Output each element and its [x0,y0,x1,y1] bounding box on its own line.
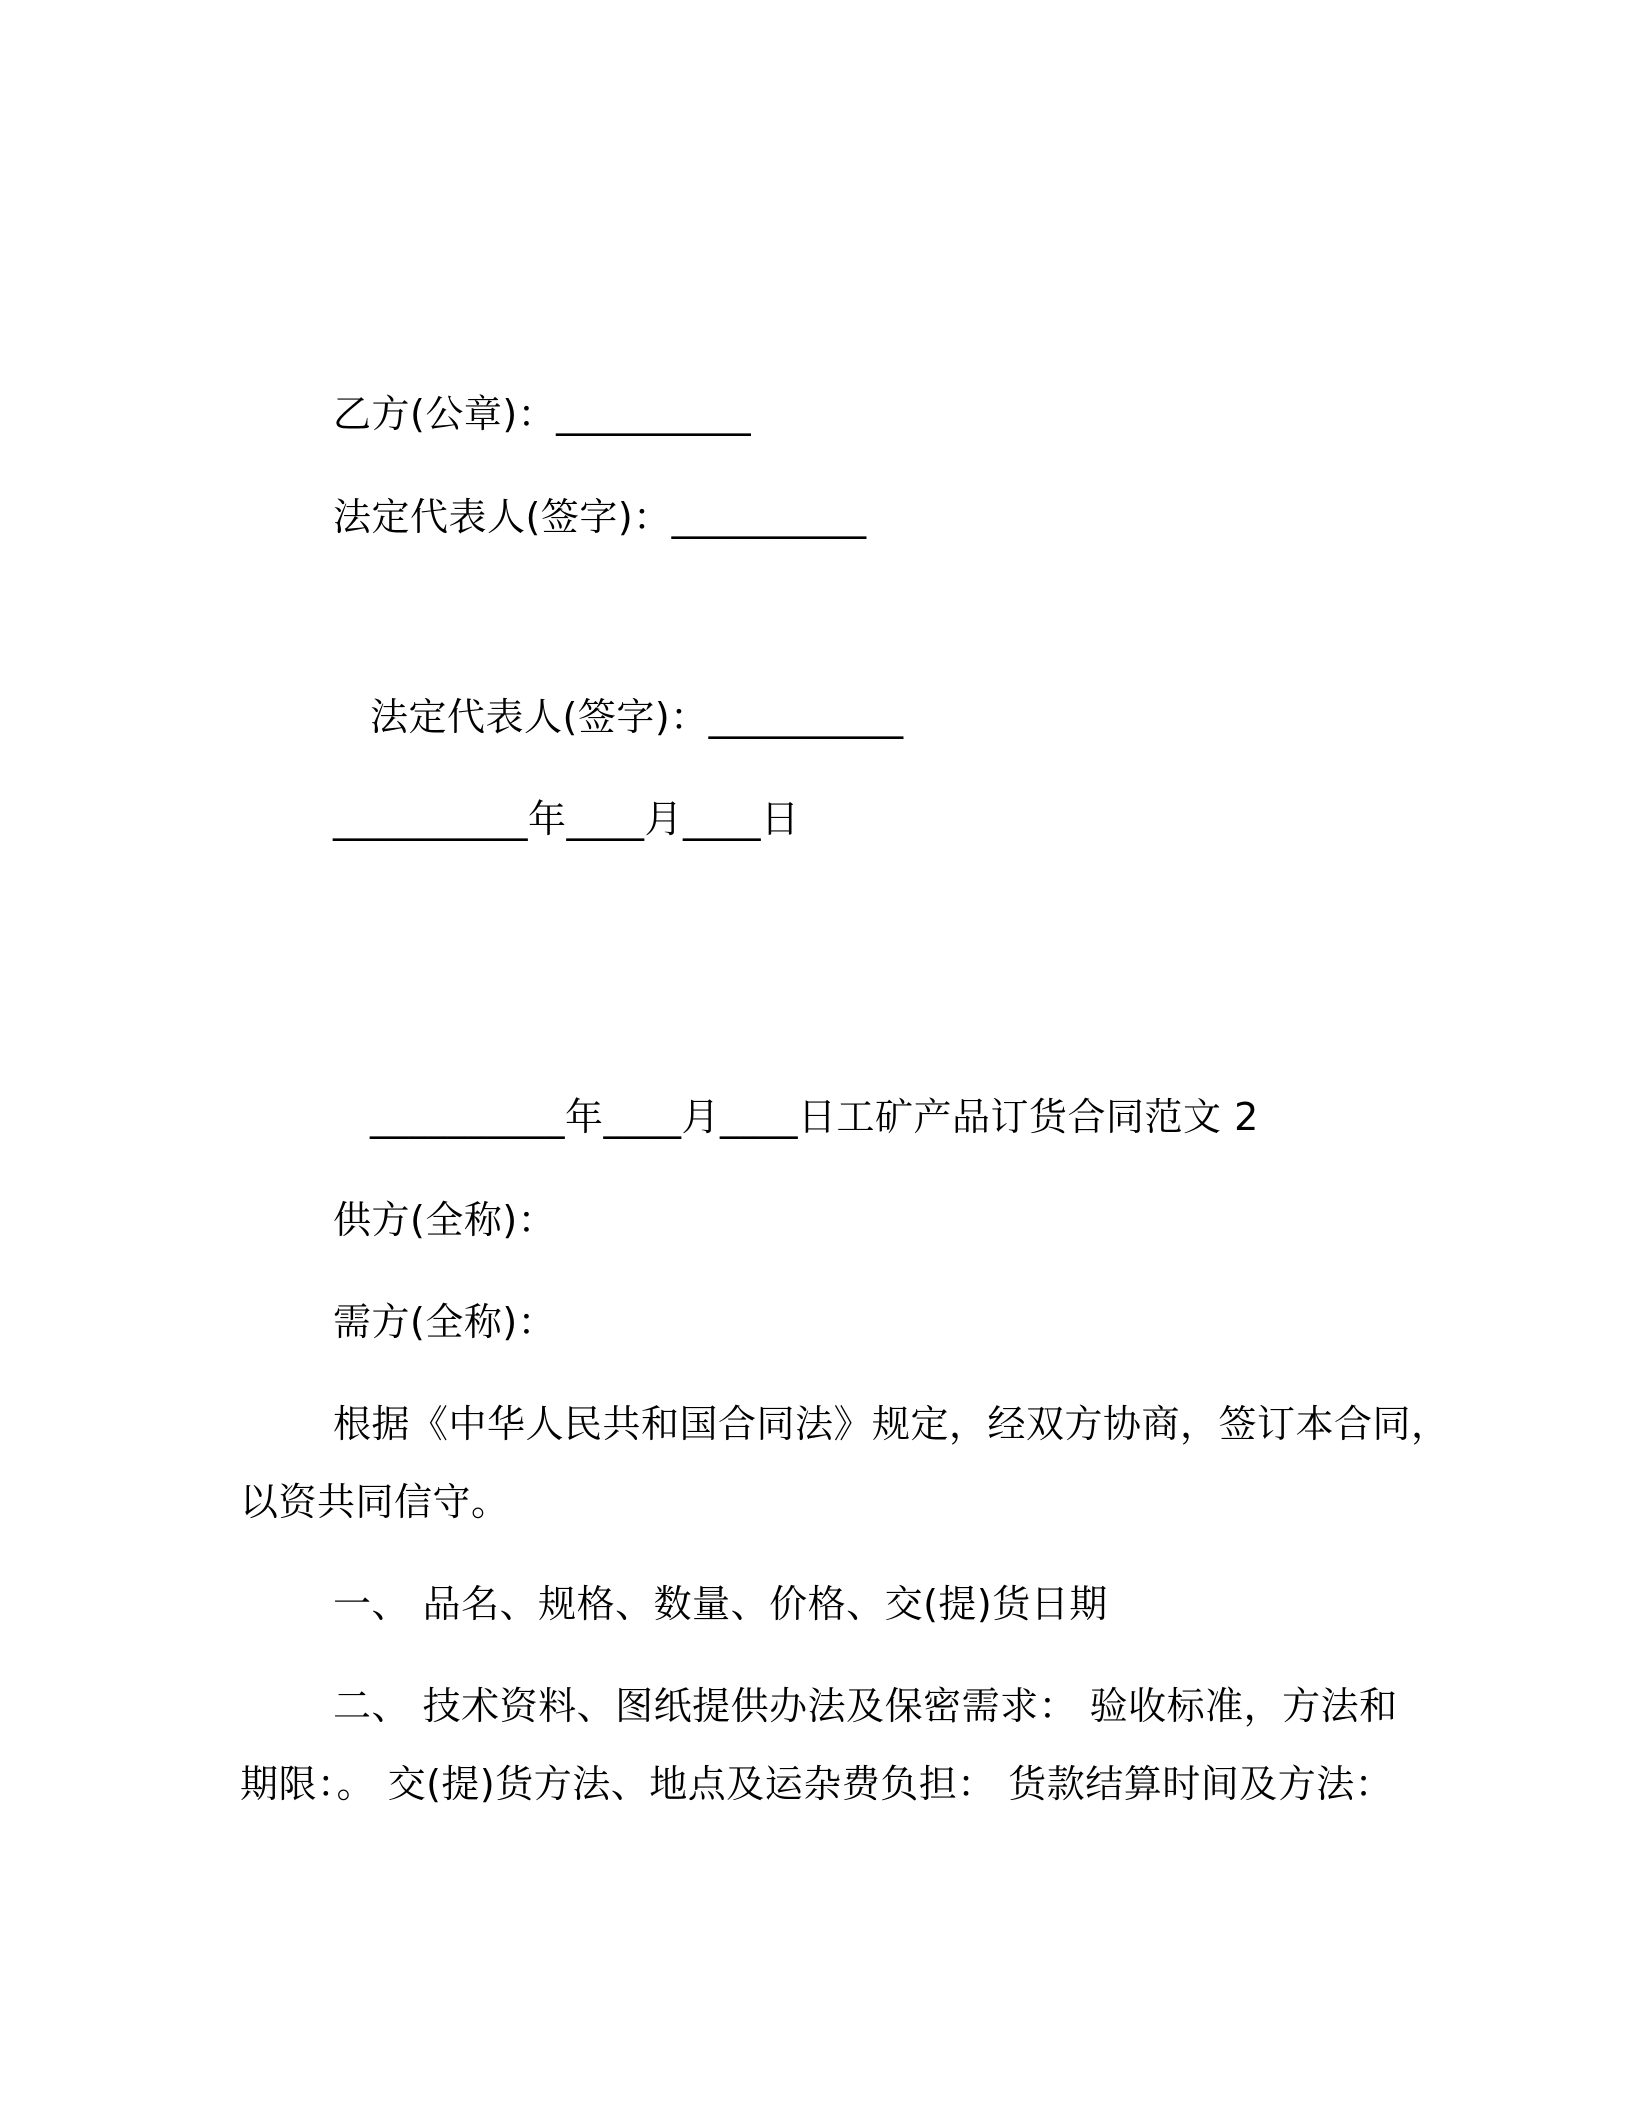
intro-paragraph-line-2: 以资共同信守。 [240,1480,510,1524]
clause-2-line-1: 二、 技术资料、图纸提供办法及保密需求： 验收标准，方法和 [333,1684,1398,1728]
buyer-line: 需方(全称)： [333,1300,557,1344]
intro-paragraph-line-1: 根据《中华人民共和国合同法》规定，经双方协商，签订本合同， [333,1402,1450,1446]
legal-representative-signature-line-2: 法定代表人(签字)：__________ [370,695,904,739]
party-b-seal-line: 乙方(公章)：__________ [333,392,752,436]
contract-title: __________年____月____日工矿产品订货合同范文 2 [370,1095,1259,1139]
supplier-line: 供方(全称)： [333,1198,557,1242]
clause-1: 一、 品名、规格、数量、价格、交(提)货日期 [333,1582,1108,1626]
clause-2-line-2: 期限：。 交(提)货方法、地点及运杂费负担： 货款结算时间及方法： [240,1762,1394,1806]
legal-representative-signature-line: 法定代表人(签字)：__________ [333,495,867,539]
signature-date-line: __________年____月____日 [333,797,800,841]
